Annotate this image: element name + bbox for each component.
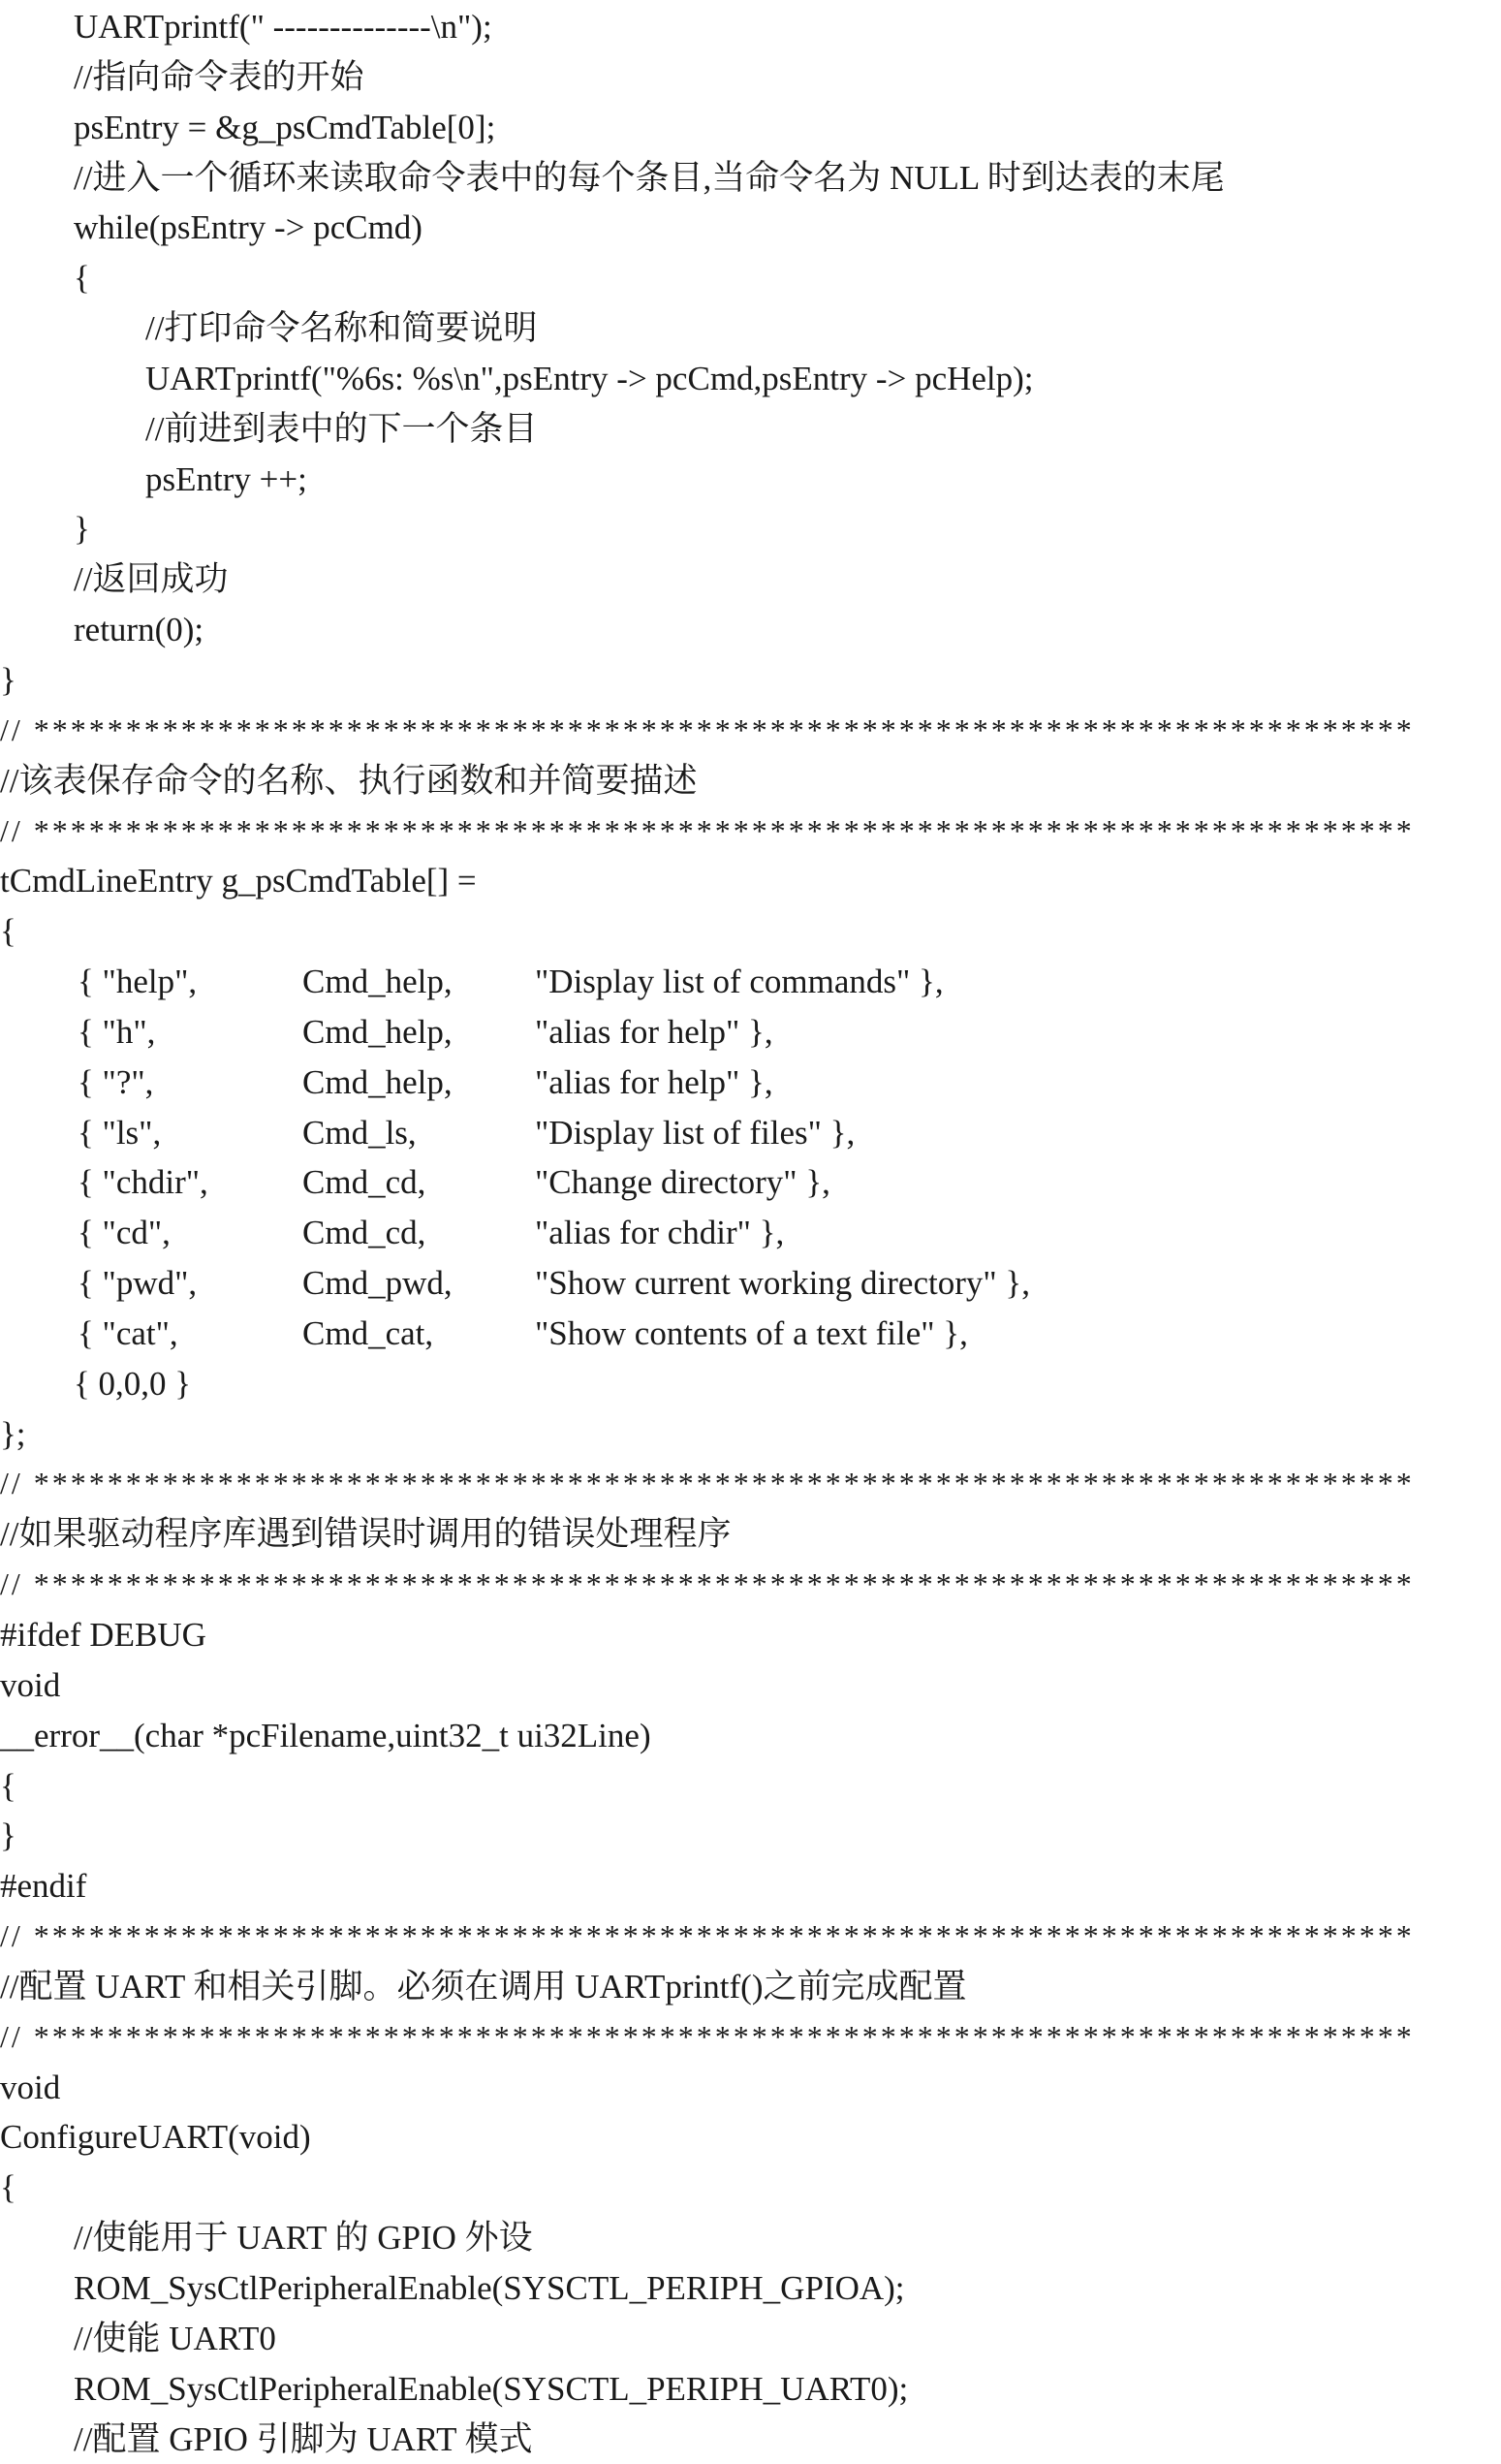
separator-line: // ***************************************************************************	[0, 706, 1501, 756]
command-function: Cmd_help,	[302, 1058, 535, 1108]
command-function: Cmd_cat,	[302, 1309, 535, 1359]
code-line: };	[0, 1409, 1501, 1460]
command-name: { "pwd",	[74, 1258, 302, 1309]
command-name: { "cd",	[74, 1208, 302, 1258]
code-line: __error__(char *pcFilename,uint32_t ui32Line)	[0, 1711, 1501, 1761]
command-description: "Change directory" },	[535, 1157, 830, 1208]
code-line: while(psEntry -> pcCmd)	[0, 203, 1501, 253]
code-line: psEntry ++;	[0, 455, 1501, 505]
code-line: ConfigureUART(void)	[0, 2112, 1501, 2163]
code-line: void	[0, 1660, 1501, 1711]
code-line: { 0,0,0 }	[0, 1359, 1501, 1409]
command-name: { "?",	[74, 1058, 302, 1108]
command-description: "Display list of files" },	[535, 1108, 855, 1158]
code-line: {	[0, 253, 1501, 303]
code-line: //配置 UART 和相关引脚。必须在调用 UARTprintf()之前完成配置	[0, 1962, 1501, 2012]
command-description: "alias for help" },	[535, 1007, 773, 1058]
code-block-top	[0, 2, 1501, 957]
separator-line: // ***************************************************************************	[0, 1459, 1501, 1509]
command-name: { "ls",	[74, 1108, 302, 1158]
table-row	[0, 1309, 1501, 1359]
code-block-bottom	[0, 1359, 1501, 2464]
code-line: //使能用于 UART 的 GPIO 外设	[0, 2213, 1501, 2263]
command-name: { "help",	[74, 957, 302, 1007]
code-line: //进入一个循环来读取命令表中的每个条目,当命令名为 NULL 时到达表的末尾	[0, 153, 1501, 204]
table-row	[0, 1007, 1501, 1058]
table-row	[0, 1058, 1501, 1108]
code-line: tCmdLineEntry g_psCmdTable[] =	[0, 856, 1501, 906]
command-function: Cmd_pwd,	[302, 1258, 535, 1309]
code-line: //返回成功	[0, 554, 1501, 605]
command-function: Cmd_cd,	[302, 1157, 535, 1208]
command-name: { "chdir",	[74, 1157, 302, 1208]
command-function: Cmd_ls,	[302, 1108, 535, 1158]
table-row	[0, 1208, 1501, 1258]
separator-line: // ***************************************************************************	[0, 1560, 1501, 1610]
separator-line: // ***************************************************************************	[0, 806, 1501, 857]
code-line: #ifdef DEBUG	[0, 1610, 1501, 1660]
command-table	[0, 957, 1501, 1359]
code-line: }	[0, 504, 1501, 554]
code-line: return(0);	[0, 605, 1501, 655]
code-line: //该表保存命令的名称、执行函数和并简要描述	[0, 756, 1501, 806]
command-description: "Show contents of a text file" },	[535, 1309, 968, 1359]
code-line: UARTprintf(" --------------\n");	[0, 2, 1501, 52]
command-description: "Display list of commands" },	[535, 957, 944, 1007]
command-function: Cmd_help,	[302, 957, 535, 1007]
code-line: {	[0, 2163, 1501, 2213]
separator-line: // ***************************************************************************	[0, 2012, 1501, 2063]
command-description: "Show current working directory" },	[535, 1258, 1030, 1309]
code-line: {	[0, 1761, 1501, 1812]
code-line: UARTprintf("%6s: %s\n",psEntry -> pcCmd,psEntry -> pcHelp);	[0, 354, 1501, 404]
code-line: }	[0, 655, 1501, 706]
code-line: void	[0, 2063, 1501, 2113]
code-line: }	[0, 1811, 1501, 1861]
code-line: #endif	[0, 1861, 1501, 1911]
command-description: "alias for chdir" },	[535, 1208, 784, 1258]
separator-line: // ***************************************************************************	[0, 1911, 1501, 1962]
code-line: //配置 GPIO 引脚为 UART 模式	[0, 2415, 1501, 2464]
code-line: //前进到表中的下一个条目	[0, 404, 1501, 455]
table-row	[0, 1258, 1501, 1309]
command-name: { "h",	[74, 1007, 302, 1058]
command-description: "alias for help" },	[535, 1058, 773, 1108]
code-line: //打印命令名称和简要说明	[0, 303, 1501, 354]
table-row	[0, 1108, 1501, 1158]
code-line: //使能 UART0	[0, 2314, 1501, 2364]
command-function: Cmd_cd,	[302, 1208, 535, 1258]
code-line: {	[0, 906, 1501, 957]
table-row	[0, 1157, 1501, 1208]
command-name: { "cat",	[74, 1309, 302, 1359]
code-line: ROM_SysCtlPeripheralEnable(SYSCTL_PERIPH_GPIOA);	[0, 2263, 1501, 2314]
code-line: //指向命令表的开始	[0, 52, 1501, 103]
code-line: ROM_SysCtlPeripheralEnable(SYSCTL_PERIPH_UART0);	[0, 2364, 1501, 2415]
table-row	[0, 957, 1501, 1007]
command-function: Cmd_help,	[302, 1007, 535, 1058]
code-line: psEntry = &g_psCmdTable[0];	[0, 103, 1501, 153]
code-line: //如果驱动程序库遇到错误时调用的错误处理程序	[0, 1509, 1501, 1560]
